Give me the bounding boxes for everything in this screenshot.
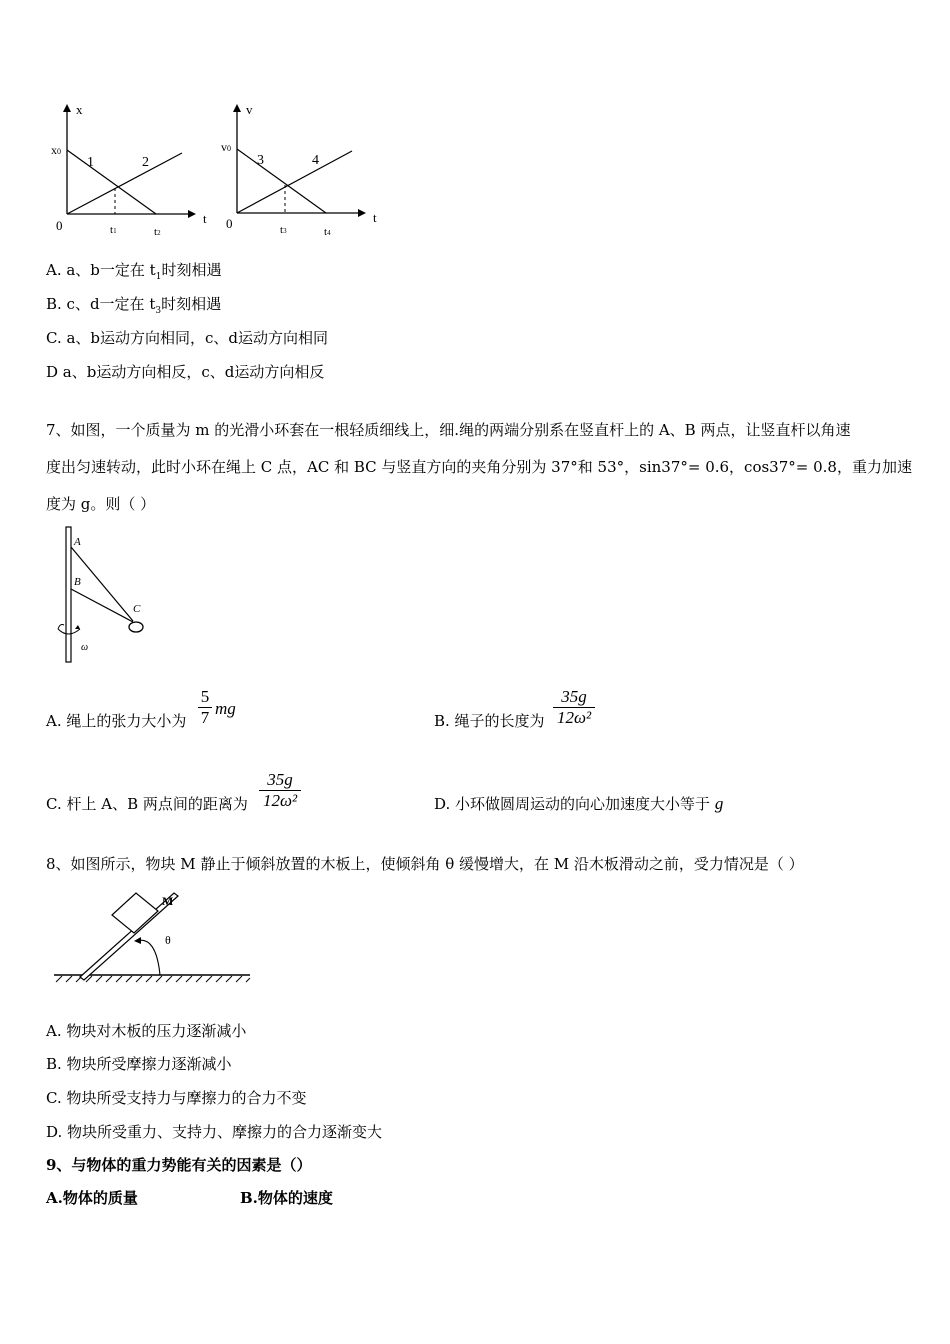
y-axis-label: v <box>246 102 253 117</box>
incline-board-figure <box>48 883 258 988</box>
q8-option-c: C. 物块所受支持力与摩擦力的合力不变 <box>46 1089 307 1107</box>
theta-label: θ <box>165 933 171 947</box>
y-axis-label: x <box>76 102 83 117</box>
svg-text:t4 <box>324 226 331 238</box>
q6-option-b-suffix: 时刻相遇 <box>161 295 222 313</box>
svg-text:x0 <box>51 143 61 157</box>
q7-option-d-text: D. 小环做圆周运动的向心加速度大小等于 <box>434 795 711 813</box>
q7-option-b-text: B. 绳子的长度为 <box>434 712 545 730</box>
block-m-label: M <box>162 894 174 908</box>
q7-option-c-text: C. 杆上 A、B 两点间的距离为 <box>46 795 248 813</box>
t1-subscript: 1 <box>113 227 117 235</box>
rotating-rod-figure <box>50 525 160 670</box>
point-a-label: A <box>74 536 81 548</box>
q6-option-d: D a、b运动方向相反，c、d运动方向相反 <box>46 363 325 381</box>
point-c-label: C <box>133 603 141 615</box>
q7-option-a-tail: mg <box>215 699 236 718</box>
q7-option-c-fraction <box>259 771 301 810</box>
q6-option-a-text: A. a、b一定在 t <box>46 261 156 279</box>
t3-subscript: 3 <box>283 227 287 235</box>
t2-label: t <box>154 226 158 238</box>
v0-label: v <box>221 140 227 154</box>
q7-option-b-fraction <box>553 688 595 727</box>
y0-label: x <box>51 143 57 157</box>
q8-stem: 8、如图所示，物块 M 静止于倾斜放置的木板上，使倾斜角 θ 缓慢增大，在 M 沿木板滑动之前，受力情况是（ ） <box>46 855 804 873</box>
v0-subscript: 0 <box>227 144 231 153</box>
omega-label: ω <box>81 642 89 653</box>
q8-option-a: A. 物块对木板的压力逐渐减小 <box>46 1022 247 1040</box>
q6-option-b-text: B. c、d一定在 t <box>46 295 156 313</box>
t1-label: t <box>110 224 114 236</box>
fraction-denominator: 12ω² <box>556 708 592 727</box>
q7-option-a-text: A. 绳上的张力大小为 <box>46 712 187 730</box>
fraction-numerator: 35g <box>561 687 587 706</box>
t2-subscript: 2 <box>157 229 161 237</box>
y0-subscript: 0 <box>57 147 61 156</box>
q6-option-a-subscript: 1 <box>155 272 162 282</box>
t3-label: t <box>280 224 284 236</box>
point-b-label: B <box>74 576 81 588</box>
x-axis-label: t <box>373 210 377 225</box>
q7-stem-line-2: 度出匀速转动，此时小环在绳上 C 点，AC 和 BC 与竖直方向的夹角分别为 37°和 53°，sin37°= 0.6，cos37°= 0.8，重力加速 <box>46 458 912 476</box>
q7-option-d-tail: g <box>714 794 724 813</box>
q6-option-c: C. a、b运动方向相同，c、d运动方向相同 <box>46 329 329 347</box>
svg-text:t2 <box>154 226 161 238</box>
q6-option-b-subscript: 3 <box>155 306 162 316</box>
x-axis-label: t <box>203 211 207 226</box>
q7-stem-line-1: 7、如图，一个质量为 m 的光滑小环套在一根轻质细线上，细.绳的两端分别系在竖直杆上的 A、B 两点，让竖直杆以角速 <box>46 421 851 439</box>
line-2-label: 2 <box>142 155 149 170</box>
q7-option-d <box>434 794 723 814</box>
q9-option-a: A.物体的质量 <box>46 1189 138 1207</box>
fraction-numerator: 35g <box>267 770 293 789</box>
svg-text:v0 <box>221 140 231 154</box>
line-1-label: 1 <box>87 155 94 170</box>
fraction-denominator: 12ω² <box>262 791 298 810</box>
line-3-label: 3 <box>257 153 264 168</box>
q9-stem: 9、与物体的重力势能有关的因素是（） <box>46 1156 312 1174</box>
q8-option-d: D. 物块所受重力、支持力、摩擦力的合力逐渐变大 <box>46 1123 383 1141</box>
x-t-graph <box>44 96 224 242</box>
line-4-label: 4 <box>312 153 319 168</box>
t4-subscript: 4 <box>327 229 331 237</box>
v-t-graph <box>214 96 394 242</box>
origin-label: 0 <box>56 218 63 233</box>
fraction-denominator: 7 <box>200 708 210 727</box>
q7-option-c <box>46 794 248 814</box>
q6-option-b <box>46 294 221 321</box>
t4-label: t <box>324 226 328 238</box>
q7-option-a-fraction <box>198 688 212 727</box>
q6-option-a <box>46 260 221 287</box>
q7-option-a <box>46 711 186 731</box>
q7-stem-line-3: 度为 g。则（ ） <box>46 495 156 513</box>
svg-text:t1 <box>110 224 117 236</box>
q9-option-b: B.物体的速度 <box>240 1189 333 1207</box>
q7-option-b <box>434 711 545 731</box>
origin-label: 0 <box>226 216 233 231</box>
q8-option-b: B. 物块所受摩擦力逐渐减小 <box>46 1055 232 1073</box>
svg-text:t3 <box>280 224 287 236</box>
fraction-numerator: 5 <box>200 687 210 706</box>
q6-option-a-suffix: 时刻相遇 <box>161 261 222 279</box>
